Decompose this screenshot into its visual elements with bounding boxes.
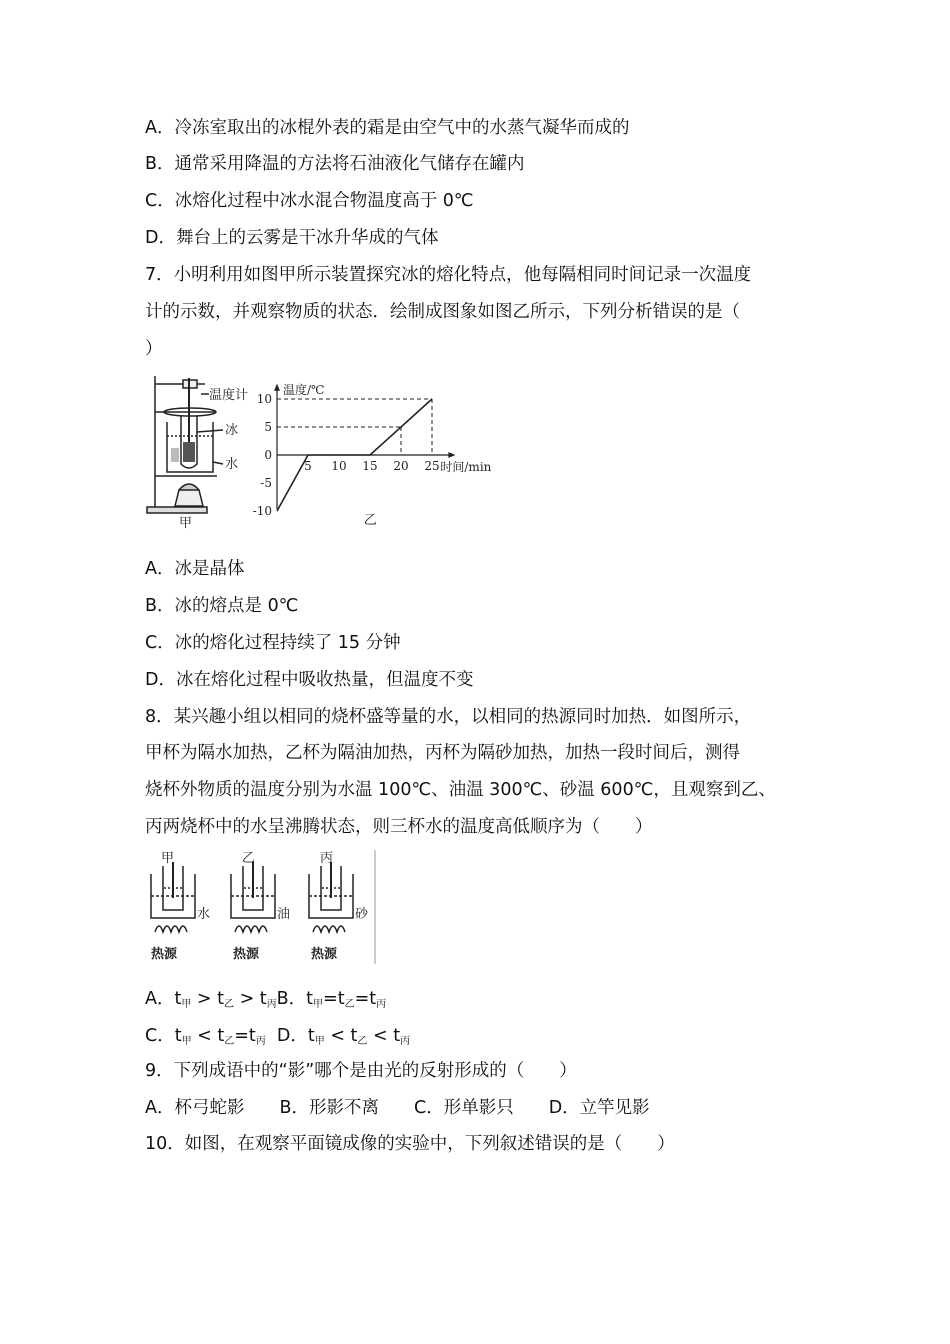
beaker-bing [309,862,353,932]
q9-stem: 9．下列成语中的“影”哪个是由光的反射形成的（ ） [145,1061,577,1081]
x-axis-arrow [448,452,455,458]
q10-stem: 10．如图，在观察平面镜成像的实验中，下列叙述错误的是（ ） [145,1134,675,1154]
label-heat-source-3: 热源 [311,947,338,962]
q6-option-b: B．通常采用降温的方法将石油液化气储存在罐内 [145,154,525,174]
label-thermometer: 温度计 [209,388,249,403]
q7-option-c: C．冰的熔化过程持续了 15 分钟 [145,633,401,653]
q6-option-d: D．舞台上的云雾是干冰升华成的气体 [145,228,439,248]
y-tick-label: -5 [260,476,272,490]
label-yi: 乙 [242,851,256,866]
label-medium-oil: 油 [277,907,291,922]
beaker-jia [151,862,195,932]
label-jia: 甲 [161,851,175,866]
x-axis-label: 时间/min [440,460,492,474]
y-tick-label: 0 [264,448,272,462]
flame-icon [313,926,345,932]
label-heat-source-1: 热源 [151,947,178,962]
label-water: 水 [225,457,239,472]
x-tick-label: 25 [424,459,440,473]
q6-option-c: C．冰熔化过程中冰水混合物温度高于 0℃ [145,191,474,211]
x-tick-label: 10 [331,459,347,473]
q8-stem-line-1: 8．某兴趣小组以相同的烧杯盛等量的水，以相同的热源同时加热．如图所示， [145,707,752,727]
x-tick-label: 5 [304,459,312,473]
caption-jia: 甲 [179,516,193,531]
stand-base [147,507,207,513]
q7-stem-line-3: ） [145,339,163,359]
q8-options-ab: A．t甲 > t乙 > t丙B．t甲=t乙=t丙 [145,989,387,1010]
label-ice: 冰 [225,423,239,438]
q8-stem-line-2: 甲杯为隔水加热，乙杯为隔油加热，丙杯为隔砂加热，加热一段时间后，测得 [145,743,740,763]
q8-options-cd: C．t甲 < t乙=t丙 D．t甲 < t乙 < t丙 [145,1026,411,1047]
caption-yi: 乙 [363,513,377,528]
figure-three-beakers [145,848,377,966]
x-tick-label: 20 [393,459,409,473]
y-tick-label: -10 [252,504,272,518]
q7-option-a: A．冰是晶体 [145,559,245,579]
q7-option-b: B．冰的熔点是 0℃ [145,596,299,616]
q9-options: A．杯弓蛇影 B．形影不离 C．形单影只 D．立竿见影 [145,1098,650,1118]
flame-icon [155,926,187,932]
q8-stem-line-3: 烧杯外物质的温度分别为水温 100℃、油温 300℃、砂温 600℃，且观察到乙、 [145,780,776,800]
flame-icon [235,926,267,932]
q6-option-a: A．冷冻室取出的冰棍外表的霜是由空气中的水蒸气凝华而成的 [145,118,630,138]
y-tick-label: 5 [264,420,272,434]
q7-stem-line-1: 7．小明利用如图甲所示装置探究冰的熔化特点，他每隔相同时间记录一次温度 [145,265,752,285]
y-axis-label: 温度/℃ [283,383,325,397]
beaker-yi [231,862,275,932]
y-tick-label: 10 [256,392,272,406]
label-medium-water: 水 [197,907,211,922]
figure-yi-chart [252,372,495,530]
y-axis-arrow [274,384,280,391]
q7-stem-line-2: 计的示数，并观察物质的状态．绘制成图象如图乙所示，下列分析错误的是（ [145,302,740,322]
label-heat-source-2: 热源 [233,947,260,962]
q7-option-d: D．冰在熔化过程中吸收热量，但温度不变 [145,670,474,690]
q8-stem-line-4: 丙两烧杯中的水呈沸腾状态，则三杯水的温度高低顺序为（ ） [145,817,653,837]
x-tick-label: 15 [362,459,378,473]
label-medium-sand: 砂 [355,907,369,922]
label-bing: 丙 [320,851,334,866]
ice [183,442,195,462]
figure-jia-apparatus [145,372,265,530]
